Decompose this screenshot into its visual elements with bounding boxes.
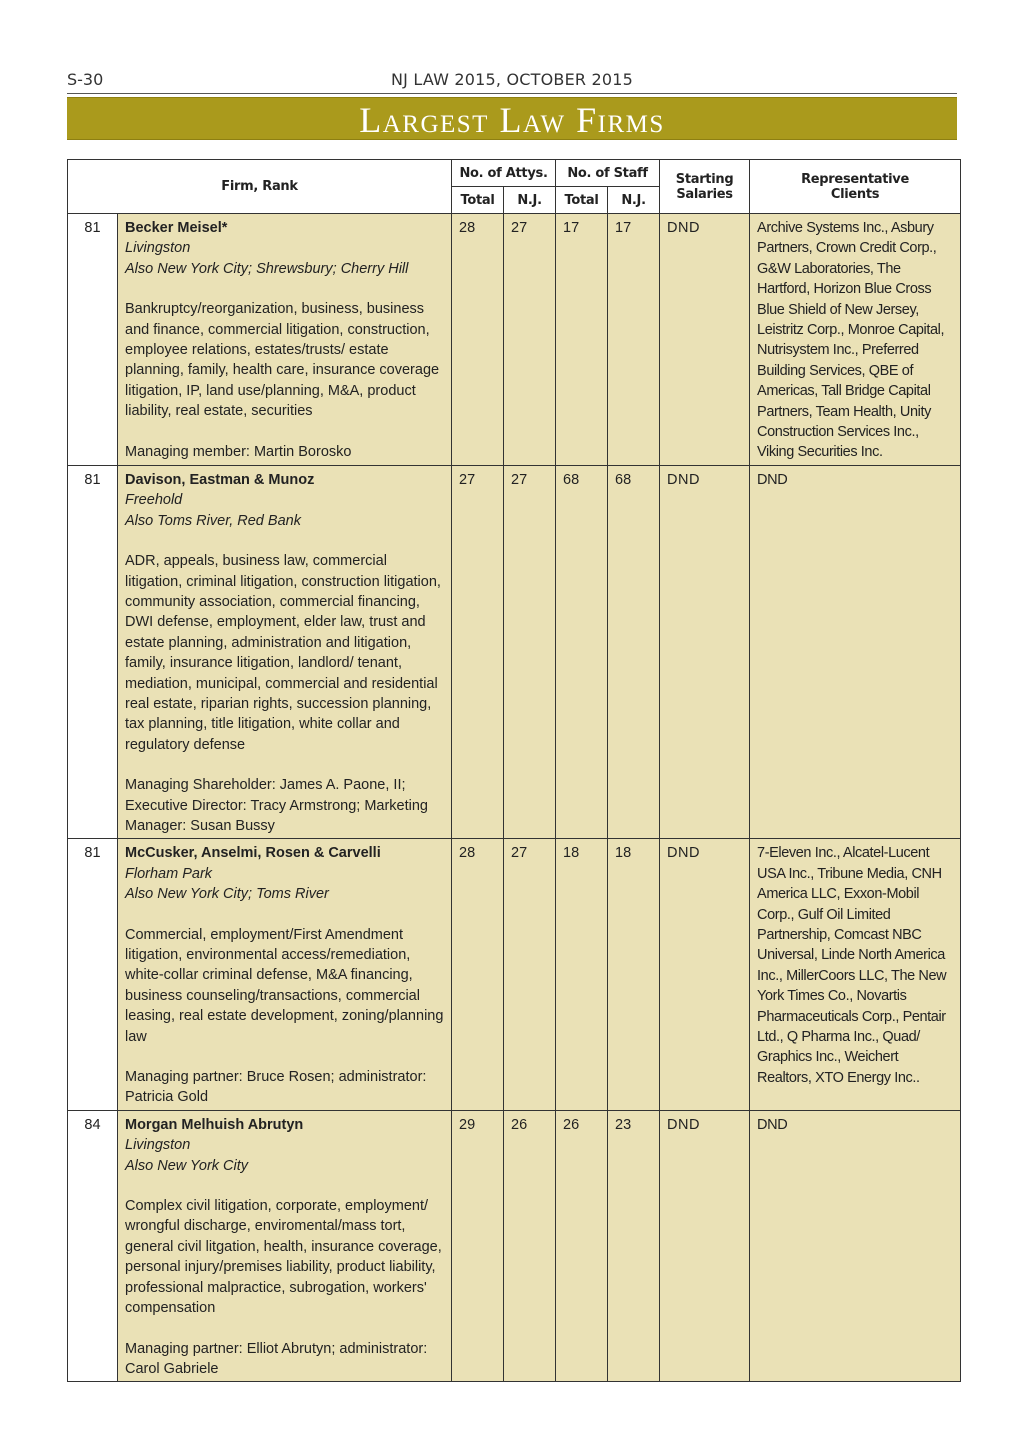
firm-rank: 81 <box>68 839 118 1110</box>
col-salaries-line2: Salaries <box>676 186 733 202</box>
col-salaries <box>660 160 750 214</box>
table-row <box>68 214 961 466</box>
firm-rank: 81 <box>68 214 118 466</box>
attys-total: 28 <box>452 214 504 466</box>
table-header-row <box>68 160 961 187</box>
starting-salaries: DND <box>660 1110 750 1381</box>
staff-total: 18 <box>556 839 608 1110</box>
firm-practice-areas: Complex civil litigation, corporate, employment/ wrongful discharge, enviromental/mass tort, general civil litgation, health, insurance coverage, personal injury/premises liability, product liability, professional malpractice, subrogation, workers' compensation <box>125 1198 442 1317</box>
attys-total: 29 <box>452 1110 504 1381</box>
table-row <box>68 839 961 1110</box>
staff-total: 68 <box>556 465 608 839</box>
firm-management: Managing partner: Bruce Rosen; administrator: Patricia Gold <box>125 1069 427 1106</box>
col-clients-line2: Clients <box>830 186 880 202</box>
col-salaries-line1: Starting <box>675 171 734 187</box>
firm-details <box>118 1110 452 1381</box>
firm-city: Florham Park <box>125 865 213 882</box>
staff-nj: 18 <box>608 839 660 1110</box>
staff-nj: 23 <box>608 1110 660 1381</box>
firm-name: McCusker, Anselmi, Rosen & Carvelli <box>125 845 381 862</box>
firm-other-offices: Also New York City; Shrewsbury; Cherry Hill <box>125 260 409 277</box>
firm-details <box>118 839 452 1110</box>
col-attys-total: Total <box>452 187 504 214</box>
representative-clients: Archive Systems Inc., Asbury Partners, Crown Credit Corp., G&W Laboratories, The Hartford, Horizon Blue Cross Blue Shield of New Jersey, Leistritz Corp., Monroe Capital, Nutrisystem Inc., Preferred Building Services, QBE of Americas, Tall Bridge Capital Partners, Team Health, Unity Construction Services Inc., Viking Securities Inc. <box>750 214 961 466</box>
firm-details <box>118 214 452 466</box>
firm-name: Davison, Eastman & Munoz <box>125 471 315 488</box>
firm-other-offices: Also New York City; Toms River <box>125 886 329 903</box>
representative-clients: 7-Eleven Inc., Alcatel-Lucent USA Inc., Tribune Media, CNH America LLC, Exxon-Mobil Corp., Gulf Oil Limited Partnership, Comcast NBC Universal, Linde North America Inc., MillerCoors LLC, The New York Times Co., Novartis Pharmaceuticals Corp., Pentair Ltd., Q Pharma Inc., Quad/ Graphics Inc., Weichert Realtors, XTO Energy Inc.. <box>750 839 961 1110</box>
firms-table <box>67 159 961 1382</box>
firm-management: Managing partner: Elliot Abrutyn; administrator: Carol Gabriele <box>125 1340 428 1377</box>
table-row <box>68 1110 961 1381</box>
col-staff-total: Total <box>556 187 608 214</box>
col-clients-line1: Representative <box>801 171 909 187</box>
header-rule <box>67 93 957 94</box>
firm-other-offices: Also Toms River, Red Bank <box>125 512 301 529</box>
col-staff-nj: N.J. <box>608 187 660 214</box>
staff-total: 26 <box>556 1110 608 1381</box>
col-firm-rank: Firm, Rank <box>68 160 452 214</box>
firm-rank: 84 <box>68 1110 118 1381</box>
representative-clients: DND <box>750 1110 961 1381</box>
firm-practice-areas: Bankruptcy/reorganization, business, business and finance, commercial litigation, construction, employee relations, estates/trusts/ estate planning, family, health care, insurance coverage litigation, IP, land use/planning, M&A, product liability, real estate, securities <box>125 301 440 420</box>
publication-title: NJ LAW 2015, OCTOBER 2015 <box>390 70 634 89</box>
attys-total: 28 <box>452 839 504 1110</box>
starting-salaries: DND <box>660 839 750 1110</box>
firm-other-offices: Also New York City <box>125 1157 249 1174</box>
starting-salaries: DND <box>660 214 750 466</box>
firm-name: Becker Meisel* <box>125 220 228 236</box>
staff-total: 17 <box>556 214 608 466</box>
firm-city: Freehold <box>125 492 183 509</box>
staff-nj: 68 <box>608 465 660 839</box>
firm-rank: 81 <box>68 465 118 839</box>
attys-total: 27 <box>452 465 504 839</box>
firm-management: Managing member: Martin Borosko <box>125 443 352 460</box>
table-row <box>68 465 961 839</box>
firm-city: Livingston <box>125 240 191 257</box>
firm-practice-areas: Commercial, employment/First Amendment litigation, environmental access/remediation, white-collar criminal defense, M&A financing, business counseling/transactions, commercial leasing, real estate development, zoning/planning law <box>125 926 444 1045</box>
firm-management: Managing Shareholder: James A. Paone, II; Executive Director: Tracy Armstrong; Marketing Manager: Susan Bussy <box>125 777 428 834</box>
representative-clients: DND <box>750 465 961 839</box>
page-number: S-30 <box>67 70 104 89</box>
page-header <box>67 70 957 94</box>
firm-practice-areas: ADR, appeals, business law, commercial litigation, criminal litigation, construction litigation, community association, commercial financing, DWI defense, employment, elder law, trust and estate planning, administration and litigation, family, insurance litigation, landlord/ tenant, mediation, municipal, commercial and residential real estate, riparian rights, succession planning, tax planning, title litigation, white collar and regulatory defense <box>125 553 441 753</box>
firm-details <box>118 465 452 839</box>
staff-nj: 17 <box>608 214 660 466</box>
starting-salaries: DND <box>660 465 750 839</box>
col-attys-nj: N.J. <box>504 187 556 214</box>
section-banner: Largest Law Firms <box>67 97 957 140</box>
col-attys-group: No. of Attys. <box>452 160 556 187</box>
attys-nj: 26 <box>504 1110 556 1381</box>
firm-name: Morgan Melhuish Abrutyn <box>125 1116 304 1133</box>
attys-nj: 27 <box>504 214 556 466</box>
firm-city: Livingston <box>125 1137 191 1154</box>
attys-nj: 27 <box>504 839 556 1110</box>
col-clients <box>750 160 961 214</box>
attys-nj: 27 <box>504 465 556 839</box>
col-staff-group: No. of Staff <box>556 160 660 187</box>
